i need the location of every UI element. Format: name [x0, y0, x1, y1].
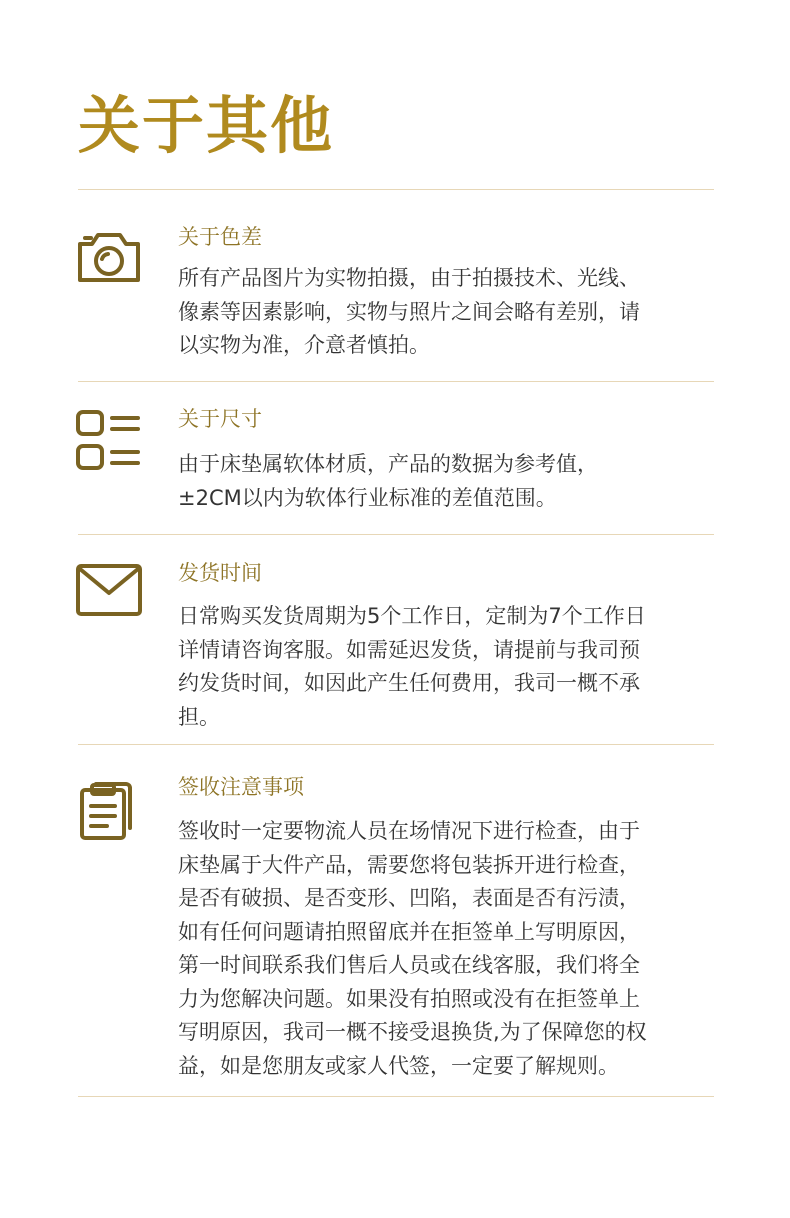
envelope-icon	[74, 556, 144, 626]
camera-icon	[74, 222, 144, 292]
page-title: 关于其他	[78, 89, 335, 162]
section-heading: 发货时间	[178, 561, 262, 585]
clipboard-icon	[74, 772, 144, 842]
section-body: 所有产品图片为实物拍摄，由于拍摄技术、光线、 像素等因素影响，实物与照片之间会略有差别，请 以实物为准，介意者慎拍。	[178, 266, 640, 357]
section-body: 日常购买发货周期为5个工作日，定制为7个工作日 详情请咨询客服。如需延迟发货，请提前与我司预 约发货时间，如因此产生任何费用，我司一概不承 担。	[178, 604, 646, 729]
divider	[78, 189, 714, 190]
section-body: 签收时一定要物流人员在场情况下进行检查，由于 床垫属于大件产品，需要您将包装拆开进行检查， 是否有破损、是否变形、凹陷，表面是否有污渍， 如有任何问题请拍照留底并在拒签单上写明原因， 第一时间联系我们售后人员或在线客服，我们将全 力为您解决问题。如果没有拍照或没有在拒签单上 写明原因，我司一概不接受退换货,为了保障您的权 益，如是您朋友或家人代签，一定要了解规则。	[178, 819, 647, 1078]
list-icon	[74, 406, 144, 476]
divider	[78, 534, 714, 535]
section-heading: 签收注意事项	[178, 775, 304, 799]
section-body: 由于床垫属软体材质，产品的数据为参考值， ±2CM以内为软体行业标准的差值范围。	[178, 452, 598, 510]
divider	[78, 381, 714, 382]
divider	[78, 744, 714, 745]
section-heading: 关于色差	[178, 225, 262, 249]
section-heading: 关于尺寸	[178, 407, 262, 431]
divider	[78, 1096, 714, 1097]
